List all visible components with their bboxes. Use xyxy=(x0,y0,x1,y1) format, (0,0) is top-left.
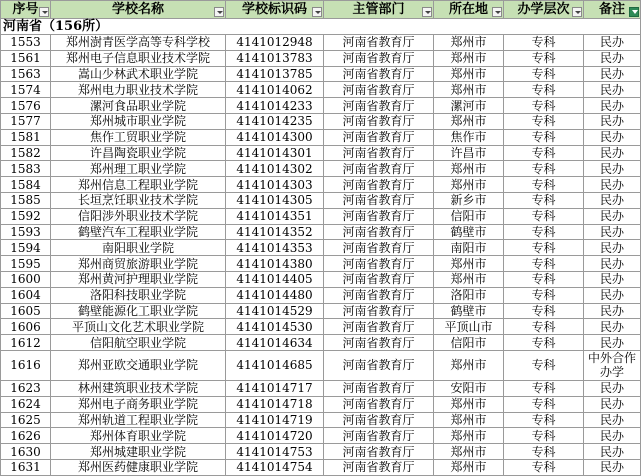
cell-level[interactable]: 专科 xyxy=(504,319,584,335)
table-row xyxy=(1,303,641,319)
cell-seq[interactable]: 1606 xyxy=(1,319,51,335)
cell-location[interactable]: 郑州市 xyxy=(434,50,504,66)
cell-name[interactable]: 郑州医药健康职业学院 xyxy=(51,459,226,475)
cell-dept[interactable]: 河南省教育厅 xyxy=(324,224,434,240)
cell-dept[interactable]: 河南省教育厅 xyxy=(324,256,434,272)
cell-code[interactable]: 4141014718 xyxy=(226,396,324,412)
cell-level[interactable]: 专科 xyxy=(504,113,584,129)
table-row xyxy=(1,444,641,460)
table-row xyxy=(1,98,641,114)
cell-code[interactable]: 4141014753 xyxy=(226,444,324,460)
cell-seq[interactable]: 1625 xyxy=(1,412,51,428)
table-row xyxy=(1,350,641,380)
cell-location[interactable]: 郑州市 xyxy=(434,459,504,475)
cell-remark[interactable]: 民办 xyxy=(584,82,641,98)
cell-code[interactable]: 4141012948 xyxy=(226,35,324,51)
cell-remark[interactable]: 民办 xyxy=(584,459,641,475)
cell-dept[interactable]: 河南省教育厅 xyxy=(324,240,434,256)
cell-seq[interactable]: 1612 xyxy=(1,335,51,351)
cell-name[interactable]: 郑州电子信息职业技术学院 xyxy=(51,50,226,66)
cell-dept[interactable]: 河南省教育厅 xyxy=(324,380,434,396)
cell-location[interactable]: 新乡市 xyxy=(434,192,504,208)
cell-name[interactable]: 郑州城市职业学院 xyxy=(51,113,226,129)
cell-seq[interactable]: 1600 xyxy=(1,271,51,287)
cell-level[interactable]: 专科 xyxy=(504,192,584,208)
cell-remark[interactable]: 民办 xyxy=(584,192,641,208)
table-row xyxy=(1,271,641,287)
cell-name[interactable]: 郑州商贸旅游职业学院 xyxy=(51,256,226,272)
cell-code[interactable]: 4141014301 xyxy=(226,145,324,161)
cell-dept[interactable]: 河南省教育厅 xyxy=(324,113,434,129)
cell-dept[interactable]: 河南省教育厅 xyxy=(324,98,434,114)
cell-code[interactable]: 4141014754 xyxy=(226,459,324,475)
cell-remark[interactable]: 民办 xyxy=(584,208,641,224)
cell-code[interactable]: 4141014302 xyxy=(226,161,324,177)
cell-code[interactable]: 4141013783 xyxy=(226,50,324,66)
cell-location[interactable]: 焦作市 xyxy=(434,129,504,145)
cell-location[interactable]: 郑州市 xyxy=(434,412,504,428)
cell-dept[interactable]: 河南省教育厅 xyxy=(324,335,434,351)
cell-code[interactable]: 4141014719 xyxy=(226,412,324,428)
cell-name[interactable]: 平顶山文化艺术职业学院 xyxy=(51,319,226,335)
cell-name[interactable]: 焦作工贸职业学院 xyxy=(51,129,226,145)
cell-dept[interactable]: 河南省教育厅 xyxy=(324,161,434,177)
cell-level[interactable]: 专科 xyxy=(504,145,584,161)
cell-code[interactable]: 4141013785 xyxy=(226,66,324,82)
cell-level[interactable]: 专科 xyxy=(504,82,584,98)
header-name-label: 学校名称 xyxy=(111,1,164,17)
column-header-location[interactable] xyxy=(434,1,504,19)
cell-code[interactable]: 4141014717 xyxy=(226,380,324,396)
filter-dropdown-icon[interactable] xyxy=(214,7,224,17)
cell-name[interactable]: 漯河食品职业学院 xyxy=(51,98,226,114)
header-dept-label: 主管部门 xyxy=(352,1,405,17)
table-row xyxy=(1,412,641,428)
cell-code[interactable]: 4141014352 xyxy=(226,224,324,240)
table-row xyxy=(1,208,641,224)
table-row xyxy=(1,177,641,193)
cell-seq[interactable]: 1626 xyxy=(1,428,51,444)
cell-dept[interactable]: 河南省教育厅 xyxy=(324,412,434,428)
cell-level[interactable]: 专科 xyxy=(504,50,584,66)
cell-seq[interactable]: 1594 xyxy=(1,240,51,256)
cell-name[interactable]: 洛阳科技职业学院 xyxy=(51,287,226,303)
table-row xyxy=(1,224,641,240)
cell-code[interactable]: 4141014233 xyxy=(226,98,324,114)
cell-level[interactable]: 专科 xyxy=(504,428,584,444)
cell-dept[interactable]: 河南省教育厅 xyxy=(324,271,434,287)
cell-seq[interactable]: 1623 xyxy=(1,380,51,396)
header-seq-label: 序号 xyxy=(12,1,39,17)
table-row xyxy=(1,82,641,98)
cell-code[interactable]: 4141014353 xyxy=(226,240,324,256)
cell-remark[interactable]: 民办 xyxy=(584,224,641,240)
cell-seq[interactable]: 1583 xyxy=(1,161,51,177)
cell-level[interactable]: 专科 xyxy=(504,287,584,303)
cell-level[interactable]: 专科 xyxy=(504,35,584,51)
table-row xyxy=(1,129,641,145)
cell-dept[interactable]: 河南省教育厅 xyxy=(324,459,434,475)
cell-level[interactable]: 专科 xyxy=(504,303,584,319)
header-level-label: 办学层次 xyxy=(517,1,570,17)
cell-seq[interactable]: 1585 xyxy=(1,192,51,208)
filter-dropdown-icon[interactable] xyxy=(572,7,582,17)
table-row xyxy=(1,287,641,303)
filter-dropdown-icon[interactable] xyxy=(312,7,322,17)
cell-remark[interactable]: 民办 xyxy=(584,428,641,444)
cell-name[interactable]: 郑州电力职业技术学院 xyxy=(51,82,226,98)
cell-code[interactable]: 4141014529 xyxy=(226,303,324,319)
cell-dept[interactable]: 河南省教育厅 xyxy=(324,50,434,66)
cell-remark[interactable]: 民办 xyxy=(584,396,641,412)
cell-code[interactable]: 4141014235 xyxy=(226,113,324,129)
cell-seq[interactable]: 1592 xyxy=(1,208,51,224)
cell-dept[interactable]: 河南省教育厅 xyxy=(324,350,434,380)
cell-location[interactable]: 安阳市 xyxy=(434,380,504,396)
cell-remark[interactable]: 民办 xyxy=(584,129,641,145)
cell-level[interactable]: 专科 xyxy=(504,459,584,475)
cell-location[interactable]: 郑州市 xyxy=(434,256,504,272)
cell-location[interactable]: 郑州市 xyxy=(434,113,504,129)
cell-location[interactable]: 平顶山市 xyxy=(434,319,504,335)
cell-remark[interactable]: 民办 xyxy=(584,271,641,287)
cell-dept[interactable]: 河南省教育厅 xyxy=(324,35,434,51)
cell-code[interactable]: 4141014062 xyxy=(226,82,324,98)
province-label[interactable]: 河南省（156所） xyxy=(1,19,641,35)
cell-remark[interactable]: 民办 xyxy=(584,50,641,66)
cell-location[interactable]: 洛阳市 xyxy=(434,287,504,303)
cell-level[interactable]: 专科 xyxy=(504,335,584,351)
cell-level[interactable]: 专科 xyxy=(504,256,584,272)
cell-name[interactable]: 南阳职业学院 xyxy=(51,240,226,256)
cell-name[interactable]: 郑州亚欧交通职业学院 xyxy=(51,350,226,380)
cell-location[interactable]: 信阳市 xyxy=(434,335,504,351)
table-row xyxy=(1,380,641,396)
cell-remark[interactable]: 民办 xyxy=(584,177,641,193)
table-row xyxy=(1,192,641,208)
cell-remark[interactable]: 民办 xyxy=(584,256,641,272)
cell-level[interactable]: 专科 xyxy=(504,208,584,224)
cell-level[interactable]: 专科 xyxy=(504,66,584,82)
cell-code[interactable]: 4141014720 xyxy=(226,428,324,444)
cell-level[interactable]: 专科 xyxy=(504,161,584,177)
cell-seq[interactable]: 1581 xyxy=(1,129,51,145)
cell-code[interactable]: 4141014380 xyxy=(226,256,324,272)
cell-name[interactable]: 郑州电子商务职业学院 xyxy=(51,396,226,412)
column-header-name[interactable] xyxy=(51,1,226,19)
cell-name[interactable]: 嵩山少林武术职业学院 xyxy=(51,66,226,82)
cell-location[interactable]: 郑州市 xyxy=(434,271,504,287)
cell-remark[interactable]: 民办 xyxy=(584,444,641,460)
table-row xyxy=(1,145,641,161)
cell-level[interactable]: 专科 xyxy=(504,412,584,428)
table-row xyxy=(1,113,641,129)
cell-level[interactable]: 专科 xyxy=(504,271,584,287)
cell-name[interactable]: 郑州澍青医学高等专科学校 xyxy=(51,35,226,51)
table-row xyxy=(1,256,641,272)
cell-seq[interactable]: 1563 xyxy=(1,66,51,82)
cell-seq[interactable]: 1561 xyxy=(1,50,51,66)
column-header-remark[interactable] xyxy=(584,1,641,19)
cell-location[interactable]: 郑州市 xyxy=(434,444,504,460)
cell-location[interactable]: 郑州市 xyxy=(434,82,504,98)
table-row xyxy=(1,66,641,82)
cell-seq[interactable]: 1631 xyxy=(1,459,51,475)
cell-remark[interactable]: 民办 xyxy=(584,319,641,335)
cell-seq[interactable]: 1582 xyxy=(1,145,51,161)
cell-name[interactable]: 鹤壁汽车工程职业学院 xyxy=(51,224,226,240)
cell-level[interactable]: 专科 xyxy=(504,444,584,460)
cell-level[interactable]: 专科 xyxy=(504,98,584,114)
cell-location[interactable]: 漯河市 xyxy=(434,98,504,114)
cell-level[interactable]: 专科 xyxy=(504,129,584,145)
cell-remark[interactable]: 民办 xyxy=(584,113,641,129)
cell-seq[interactable]: 1605 xyxy=(1,303,51,319)
table-row xyxy=(1,50,641,66)
cell-name[interactable]: 郑州轨道工程职业学院 xyxy=(51,412,226,428)
cell-seq[interactable]: 1576 xyxy=(1,98,51,114)
cell-seq[interactable]: 1577 xyxy=(1,113,51,129)
cell-code[interactable]: 4141014685 xyxy=(226,350,324,380)
cell-name[interactable]: 长垣烹饪职业技术学院 xyxy=(51,192,226,208)
cell-location[interactable]: 信阳市 xyxy=(434,208,504,224)
cell-code[interactable]: 4141014530 xyxy=(226,319,324,335)
filter-dropdown-icon[interactable] xyxy=(39,7,49,17)
cell-seq[interactable]: 1604 xyxy=(1,287,51,303)
cell-remark[interactable]: 民办 xyxy=(584,335,641,351)
cell-location[interactable]: 鹤壁市 xyxy=(434,303,504,319)
filter-dropdown-icon[interactable] xyxy=(492,7,502,17)
cell-level[interactable]: 专科 xyxy=(504,224,584,240)
column-header-dept[interactable] xyxy=(324,1,434,19)
header-remark-label: 备注 xyxy=(598,1,625,17)
cell-level[interactable]: 专科 xyxy=(504,177,584,193)
column-header-level[interactable] xyxy=(504,1,584,19)
cell-location[interactable]: 郑州市 xyxy=(434,177,504,193)
cell-code[interactable]: 4141014303 xyxy=(226,177,324,193)
cell-location[interactable]: 许昌市 xyxy=(434,145,504,161)
cell-name[interactable]: 鹤壁能源化工职业学院 xyxy=(51,303,226,319)
table-row xyxy=(1,459,641,475)
cell-remark[interactable]: 民办 xyxy=(584,161,641,177)
cell-name[interactable]: 郑州理工职业学院 xyxy=(51,161,226,177)
cell-location[interactable]: 南阳市 xyxy=(434,240,504,256)
cell-name[interactable]: 郑州信息工程职业学院 xyxy=(51,177,226,193)
cell-dept[interactable]: 河南省教育厅 xyxy=(324,66,434,82)
cell-name[interactable]: 信阳涉外职业技术学院 xyxy=(51,208,226,224)
header-location-label: 所在地 xyxy=(448,1,488,17)
table-row xyxy=(1,240,641,256)
cell-name[interactable]: 郑州体育职业学院 xyxy=(51,428,226,444)
cell-code[interactable]: 4141014405 xyxy=(226,271,324,287)
column-header-seq[interactable] xyxy=(1,1,51,19)
cell-dept[interactable]: 河南省教育厅 xyxy=(324,444,434,460)
cell-dept[interactable]: 河南省教育厅 xyxy=(324,319,434,335)
cell-remark[interactable]: 民办 xyxy=(584,98,641,114)
cell-dept[interactable]: 河南省教育厅 xyxy=(324,82,434,98)
cell-level[interactable]: 专科 xyxy=(504,350,584,380)
table-row xyxy=(1,335,641,351)
cell-dept[interactable]: 河南省教育厅 xyxy=(324,303,434,319)
cell-level[interactable]: 专科 xyxy=(504,240,584,256)
cell-name[interactable]: 林州建筑职业技术学院 xyxy=(51,380,226,396)
cell-level[interactable]: 专科 xyxy=(504,396,584,412)
cell-seq[interactable]: 1595 xyxy=(1,256,51,272)
table-row xyxy=(1,428,641,444)
cell-remark[interactable]: 中外合作办学 xyxy=(584,350,641,380)
cell-remark[interactable]: 民办 xyxy=(584,66,641,82)
cell-remark[interactable]: 民办 xyxy=(584,380,641,396)
cell-seq[interactable]: 1553 xyxy=(1,35,51,51)
cell-seq[interactable]: 1593 xyxy=(1,224,51,240)
cell-remark[interactable]: 民办 xyxy=(584,412,641,428)
cell-name[interactable]: 郑州黄河护理职业学院 xyxy=(51,271,226,287)
cell-location[interactable]: 郑州市 xyxy=(434,66,504,82)
header-row xyxy=(1,1,641,19)
cell-name[interactable]: 郑州城建职业学院 xyxy=(51,444,226,460)
cell-seq[interactable]: 1574 xyxy=(1,82,51,98)
table-row xyxy=(1,161,641,177)
cell-name[interactable]: 许昌陶瓷职业学院 xyxy=(51,145,226,161)
cell-dept[interactable]: 河南省教育厅 xyxy=(324,145,434,161)
cell-location[interactable]: 郑州市 xyxy=(434,161,504,177)
table-row xyxy=(1,396,641,412)
cell-dept[interactable]: 河南省教育厅 xyxy=(324,428,434,444)
cell-code[interactable]: 4141014300 xyxy=(226,129,324,145)
province-group-row xyxy=(1,19,641,35)
cell-location[interactable]: 郑州市 xyxy=(434,35,504,51)
cell-dept[interactable]: 河南省教育厅 xyxy=(324,287,434,303)
cell-level[interactable]: 专科 xyxy=(504,380,584,396)
cell-remark[interactable]: 民办 xyxy=(584,303,641,319)
cell-code[interactable]: 4141014351 xyxy=(226,208,324,224)
cell-seq[interactable]: 1630 xyxy=(1,444,51,460)
filter-active-icon[interactable] xyxy=(629,7,639,17)
cell-dept[interactable]: 河南省教育厅 xyxy=(324,208,434,224)
cell-location[interactable]: 郑州市 xyxy=(434,396,504,412)
table-row xyxy=(1,35,641,51)
cell-remark[interactable]: 民办 xyxy=(584,240,641,256)
cell-dept[interactable]: 河南省教育厅 xyxy=(324,192,434,208)
cell-remark[interactable]: 民办 xyxy=(584,145,641,161)
cell-remark[interactable]: 民办 xyxy=(584,35,641,51)
cell-location[interactable]: 郑州市 xyxy=(434,428,504,444)
cell-dept[interactable]: 河南省教育厅 xyxy=(324,177,434,193)
cell-location[interactable]: 郑州市 xyxy=(434,350,504,380)
cell-code[interactable]: 4141014480 xyxy=(226,287,324,303)
header-code-label: 学校标识码 xyxy=(241,1,307,17)
cell-remark[interactable]: 民办 xyxy=(584,287,641,303)
cell-code[interactable]: 4141014634 xyxy=(226,335,324,351)
cell-seq[interactable]: 1624 xyxy=(1,396,51,412)
filter-dropdown-icon[interactable] xyxy=(422,7,432,17)
cell-dept[interactable]: 河南省教育厅 xyxy=(324,129,434,145)
cell-seq[interactable]: 1584 xyxy=(1,177,51,193)
column-header-code[interactable] xyxy=(226,1,324,19)
cell-dept[interactable]: 河南省教育厅 xyxy=(324,396,434,412)
cell-location[interactable]: 鹤壁市 xyxy=(434,224,504,240)
cell-name[interactable]: 信阳航空职业学院 xyxy=(51,335,226,351)
cell-seq[interactable]: 1616 xyxy=(1,350,51,380)
table-row xyxy=(1,319,641,335)
cell-code[interactable]: 4141014305 xyxy=(226,192,324,208)
